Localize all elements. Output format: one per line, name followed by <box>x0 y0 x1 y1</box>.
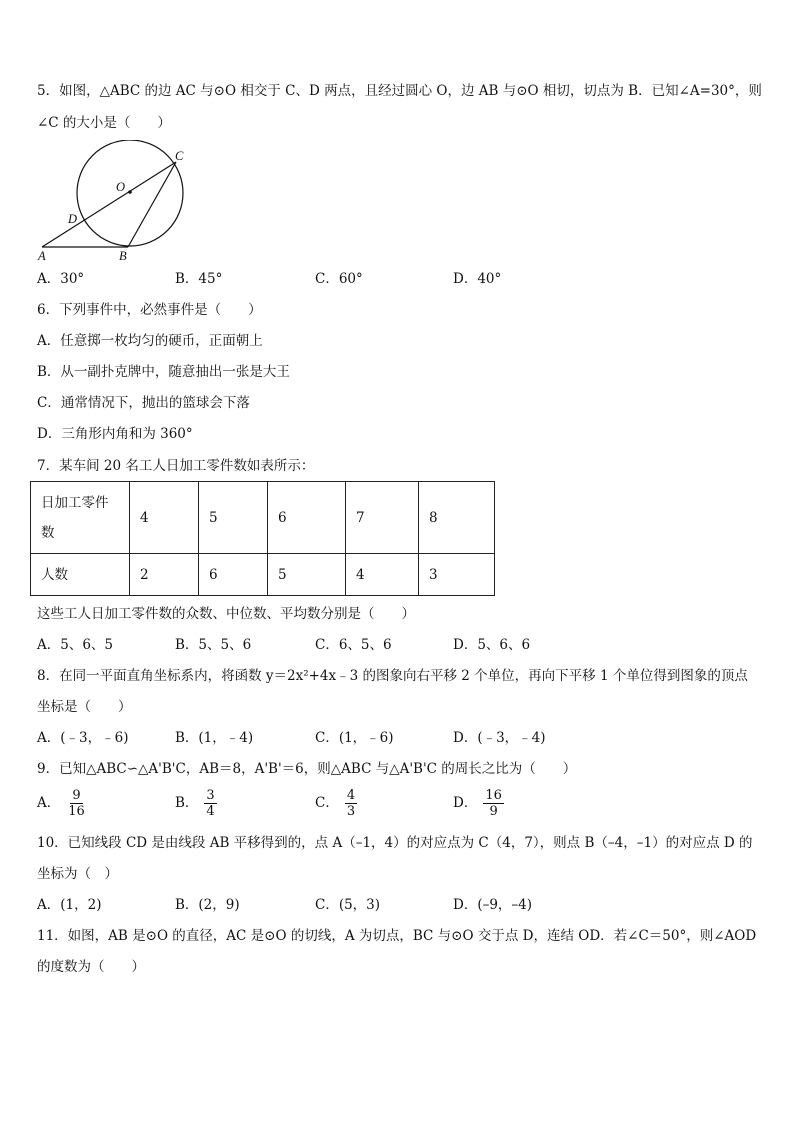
q10-option-c[interactable]: C．(5，3) <box>315 897 381 913</box>
table-cell: 4 <box>346 554 419 596</box>
q6-option-c[interactable]: C．通常情况下，抛出的篮球会下落 <box>37 395 250 411</box>
q9-option-d[interactable]: D． $\frac{16}{9}$ <box>453 788 502 819</box>
q9-option-c[interactable]: C． $\frac{4}{3}$ <box>315 788 356 819</box>
q9-option-a[interactable]: A． $\frac{9}{16}$ <box>37 788 85 819</box>
q6-option-a[interactable]: A．任意掷一枚均匀的硬币，正面朝上 <box>37 333 263 349</box>
label-o: O <box>116 180 126 194</box>
table-cell: 5 <box>199 482 268 554</box>
q8-option-a[interactable]: A．(﹣3，﹣6) <box>37 730 129 746</box>
q7-question: 这些工人日加工零件数的众数、中位数、平均数分别是（ ） <box>37 606 415 622</box>
label-b: B <box>119 249 127 263</box>
q5-stem-line2: ∠C 的大小是（ ） <box>37 115 171 131</box>
q7-data-table <box>30 481 495 596</box>
q6-option-b[interactable]: B．从一副扑克牌中，随意抽出一张是大王 <box>37 364 290 380</box>
table-cell: 8 <box>419 482 495 554</box>
q5-circle-figure <box>30 140 200 265</box>
q7-stem: 7．某车间 20 名工人日加工零件数如表所示： <box>37 458 315 474</box>
q7-option-d[interactable]: D．5、6、6 <box>453 637 531 653</box>
q11-stem-line2: 的度数为（ ） <box>37 959 145 975</box>
q8-option-c[interactable]: C．(1，﹣6) <box>315 730 394 746</box>
q9-stem: 9．已知△ABC∽△A'B'C，AB＝8，A'B'＝6，则△ABC 与△A'B'C 的周长之比为（ ） <box>37 761 577 777</box>
table-cell: 6 <box>199 554 268 596</box>
q7-option-a[interactable]: A．5、6、5 <box>37 637 114 653</box>
fraction: $\frac{9}{16}$ <box>68 788 85 819</box>
q8-stem-line1: 8．在同一平面直角坐标系内，将函数 y＝2x²+4x﹣3 的图象向右平移 2 个单位，再向下平移 1 个单位得到图象的顶点 <box>37 668 748 684</box>
table-cell: 6 <box>268 482 346 554</box>
table-cell: 2 <box>130 554 199 596</box>
q11-stem-line1: 11．如图，AB 是⊙O 的直径，AC 是⊙O 的切线，A 为切点，BC 与⊙O 交于点 D，连结 OD．若∠C＝50°，则∠AOD <box>37 928 757 944</box>
q5-option-b[interactable]: B．45° <box>175 271 223 287</box>
q10-option-a[interactable]: A．(1，2) <box>37 897 102 913</box>
q8-option-b[interactable]: B．(1，﹣4) <box>175 730 254 746</box>
q5-option-c[interactable]: C．60° <box>315 271 363 287</box>
q10-stem-line1: 10．已知线段 CD 是由线段 AB 平移得到的，点 A（–1，4）的对应点为 C（4，7），则点 B（–4，–1）的对应点 D 的 <box>37 835 753 851</box>
q6-stem: 6．下列事件中，必然事件是（ ） <box>37 302 262 318</box>
table-cell: 5 <box>268 554 346 596</box>
q8-stem-line2: 坐标是（ ） <box>37 699 132 715</box>
table-header-count: 人数 <box>31 554 130 596</box>
label-c: C <box>175 149 184 163</box>
center-point <box>128 190 132 194</box>
label-a: A <box>38 249 46 263</box>
q9-option-b[interactable]: B． $\frac{3}{4}$ <box>175 788 215 819</box>
q10-stem-line2: 坐标为（ ） <box>37 866 118 882</box>
fraction: $\frac{16}{9}$ <box>485 788 502 819</box>
label-d: D <box>68 212 78 226</box>
q5-option-a[interactable]: A．30° <box>37 271 85 287</box>
q7-option-b[interactable]: B．5、5、6 <box>175 637 252 653</box>
q5-stem-line1: 5．如图，△ABC 的边 AC 与⊙O 相交于 C、D 两点，且经过圆心 O，边 AB 与⊙O 相切，切点为 B．已知∠A=30°，则 <box>37 83 762 99</box>
fraction: $\frac{4}{3}$ <box>346 788 356 819</box>
table-cell: 3 <box>419 554 495 596</box>
q7-option-c[interactable]: C．6、5、6 <box>315 637 392 653</box>
q5-option-d[interactable]: D．40° <box>453 271 502 287</box>
table-header-parts: 日加工零件 数 <box>31 482 130 554</box>
segment-ac <box>42 162 176 247</box>
q8-option-d[interactable]: D．(﹣3，﹣4) <box>453 730 546 746</box>
q6-option-d[interactable]: D．三角形内角和为 360° <box>37 426 193 442</box>
table-cell: 7 <box>346 482 419 554</box>
q10-option-d[interactable]: D．(–9，–4) <box>453 897 533 913</box>
table-cell: 4 <box>130 482 199 554</box>
segment-bc <box>128 162 176 247</box>
q10-option-b[interactable]: B．(2，9) <box>175 897 240 913</box>
fraction: $\frac{3}{4}$ <box>206 788 215 819</box>
